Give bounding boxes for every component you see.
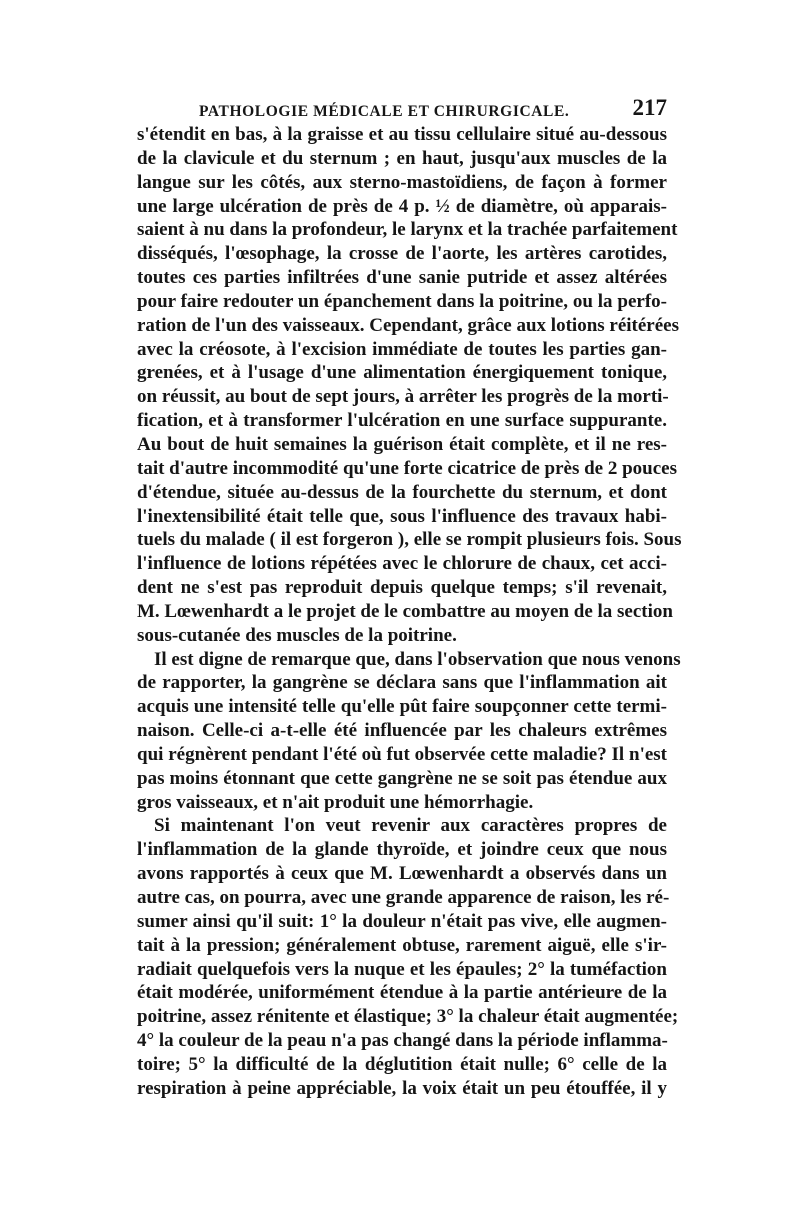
text-line: l'inextensibilité était telle que, sous l'influence des travaux habi- <box>137 505 667 527</box>
text-line: tait d'autre incommodité qu'une forte cicatrice de près de 2 pouces <box>137 457 678 479</box>
text-line: ration de l'un des vaisseaux. Cependant, grâce aux lotions réitérées <box>137 314 680 336</box>
text-line: l'influence de lotions répétées avec le chlorure de chaux, cet acci- <box>137 553 667 575</box>
text-line: disséqués, l'œsophage, la crosse de l'aorte, les artères carotides, <box>137 243 667 265</box>
text-line: Si maintenant l'on veut revenir aux caractères propres de <box>154 815 667 837</box>
text-line: s'étendit en bas, à la graisse et au tissu cellulaire situé au-dessous <box>137 124 667 145</box>
text-line: radiait quelquefois vers la nuque et les épaules; 2° la tuméfaction <box>137 958 667 980</box>
page-number: 217 <box>632 95 667 120</box>
text-line: autre cas, on pourra, avec une grande apparence de raison, les ré- <box>137 887 670 908</box>
text-line: de la clavicule et du sternum ; en haut, jusqu'aux muscles de la <box>137 147 667 169</box>
text-line: respiration à peine appréciable, la voix était un peu étouffée, il y <box>137 1077 667 1099</box>
text-line: Il est digne de remarque que, dans l'observation que nous venons <box>154 648 681 670</box>
running-head <box>137 95 667 123</box>
text-line: qui régnèrent pendant l'été où fut observée cette maladie? Il n'est <box>137 743 667 765</box>
text-line: avec la créosote, à l'excision immédiate de toutes les parties gan- <box>137 338 667 360</box>
text-line: avons rapportés à ceux que M. Lœwenhardt a observés dans un <box>137 863 667 885</box>
running-title: PATHOLOGIE MÉDICALE ET CHIRURGICALE. <box>199 103 570 120</box>
text-line: naison. Celle-ci a-t-elle été influencée par les chaleurs extrêmes <box>137 720 667 742</box>
text-line: gros vaisseaux, et n'ait produit une hémorrhagie. <box>137 791 534 813</box>
text-line: on réussit, au bout de sept jours, à arrêter les progrès de la morti- <box>137 386 669 408</box>
text-line: une large ulcération de près de 4 p. ½ de diamètre, où apparais- <box>137 195 667 217</box>
text-line: pas moins étonnant que cette gangrène ne se soit pas étendue aux <box>137 767 667 789</box>
text-line: toire; 5° la difficulté de la déglutition était nulle; 6° celle de la <box>137 1053 667 1075</box>
text-line: saient à nu dans la profondeur, le larynx et la trachée parfaitement <box>137 219 678 241</box>
text-line: M. Lœwenhardt a le projet de le combattre au moyen de la section <box>137 600 673 622</box>
text-line: fication, et à transformer l'ulcération en une surface suppurante. <box>137 410 667 432</box>
text-line: tait à la pression; généralement obtuse, rarement aiguë, elle s'ir- <box>137 934 667 956</box>
text-line: pour faire redouter un épanchement dans la poitrine, ou la perfo- <box>137 290 667 312</box>
text-line: 4° la couleur de la peau n'a pas changé dans la période inflamma- <box>137 1030 668 1052</box>
book-page <box>137 95 682 1175</box>
text-line: langue sur les côtés, aux sterno-mastoïdiens, de façon à former <box>137 171 667 193</box>
text-line: Au bout de huit semaines la guérison était complète, et il ne res- <box>137 433 667 455</box>
text-line: poitrine, assez rénitente et élastique; 3° la chaleur était augmentée; <box>137 1006 679 1028</box>
text-line: de rapporter, la gangrène se déclara sans que l'inflammation ait <box>137 672 667 694</box>
text-line: d'étendue, située au-dessus de la fourchette du sternum, et dont <box>137 481 667 503</box>
text-line: sumer ainsi qu'il suit: 1° la douleur n'était pas vive, elle augmen- <box>137 910 667 932</box>
text-line: l'inflammation de la glande thyroïde, et joindre ceux que nous <box>137 839 667 861</box>
text-line: sous-cutanée des muscles de la poitrine. <box>137 624 457 646</box>
text-line: tuels du malade ( il est forgeron ), elle se rompit plusieurs fois. Sous <box>137 529 682 551</box>
text-line: grenées, et à l'usage d'une alimentation énergiquement tonique, <box>137 362 667 384</box>
text-line: acquis une intensité telle qu'elle pût faire soupçonner cette termi- <box>137 696 667 718</box>
body-text <box>137 123 682 1101</box>
text-line: était modérée, uniformément étendue à la partie antérieure de la <box>137 982 667 1004</box>
text-line: toutes ces parties infiltrées d'une sanie putride et assez altérées <box>137 267 667 289</box>
text-line: dent ne s'est pas reproduit depuis quelque temps; s'il revenait, <box>137 577 667 599</box>
